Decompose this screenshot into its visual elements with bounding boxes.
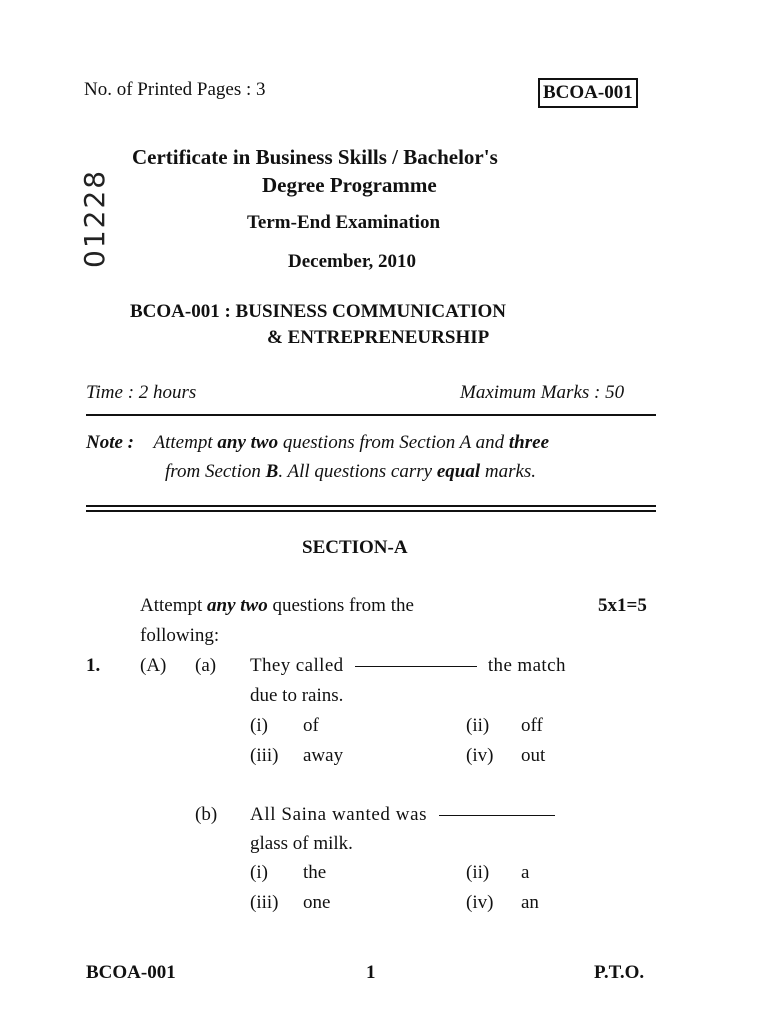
title-line-2: Degree Programme xyxy=(262,173,437,197)
option-number: (iv) xyxy=(466,745,494,766)
question-number: 1. xyxy=(86,655,101,676)
divider-rule xyxy=(86,414,656,416)
page-number: 1 xyxy=(366,962,376,983)
option-text: away xyxy=(303,745,344,766)
course-line-2: & ENTREPRENEURSHIP xyxy=(267,327,490,348)
fill-blank xyxy=(439,815,555,816)
sub-question-a-line-1: They called the match xyxy=(250,655,566,676)
option-number: (iii) xyxy=(250,745,279,766)
option-text: the xyxy=(303,862,327,883)
fill-blank xyxy=(355,666,477,667)
time-allowed: Time : 2 hours xyxy=(86,382,197,403)
section-instruction-line-1: Attempt any two questions from the xyxy=(140,595,414,616)
section-instruction-line-2: following: xyxy=(140,625,220,646)
sub-question-b-line-2: glass of milk. xyxy=(250,833,353,854)
printed-pages: No. of Printed Pages : 3 xyxy=(84,79,266,100)
footer-code: BCOA-001 xyxy=(86,962,176,983)
note-label: Note : xyxy=(86,432,135,453)
sub-question-b-line-1: All Saina wanted was xyxy=(250,804,555,826)
section-heading: SECTION-A xyxy=(302,537,408,558)
option-text: a xyxy=(521,862,530,883)
exam-name: Term-End Examination xyxy=(247,212,441,233)
option-text: one xyxy=(303,892,331,913)
option-text: off xyxy=(521,715,543,736)
option-number: (ii) xyxy=(466,862,490,883)
course-line-1: BCOA-001 : BUSINESS COMMUNICATION xyxy=(130,301,506,322)
option-number: (i) xyxy=(250,715,268,736)
section-marks: 5x1=5 xyxy=(598,595,647,616)
option-number: (iv) xyxy=(466,892,494,913)
note-line-1: Note : Attempt any two questions from Section A and three xyxy=(86,432,549,453)
note-line-2: from Section B. All questions carry equal marks. xyxy=(165,461,537,482)
question-part: (A) xyxy=(140,655,167,676)
maximum-marks: Maximum Marks : 50 xyxy=(460,382,625,403)
title-line-1: Certificate in Business Skills / Bachelor's xyxy=(132,145,498,169)
option-text: an xyxy=(521,892,539,913)
option-text: of xyxy=(303,715,319,736)
double-rule-top xyxy=(86,505,656,507)
paper-code-box: BCOA-001 xyxy=(538,78,638,108)
option-number: (i) xyxy=(250,862,268,883)
sub-question-a-line-2: due to rains. xyxy=(250,685,344,706)
option-text: out xyxy=(521,745,546,766)
double-rule-bottom xyxy=(86,510,656,512)
sub-question-a-label: (a) xyxy=(195,655,217,676)
serial-number: 01228 xyxy=(78,168,111,268)
exam-date: December, 2010 xyxy=(288,251,417,272)
option-number: (iii) xyxy=(250,892,279,913)
option-number: (ii) xyxy=(466,715,490,736)
sub-question-b-label: (b) xyxy=(195,804,218,825)
pto-label: P.T.O. xyxy=(594,962,645,983)
